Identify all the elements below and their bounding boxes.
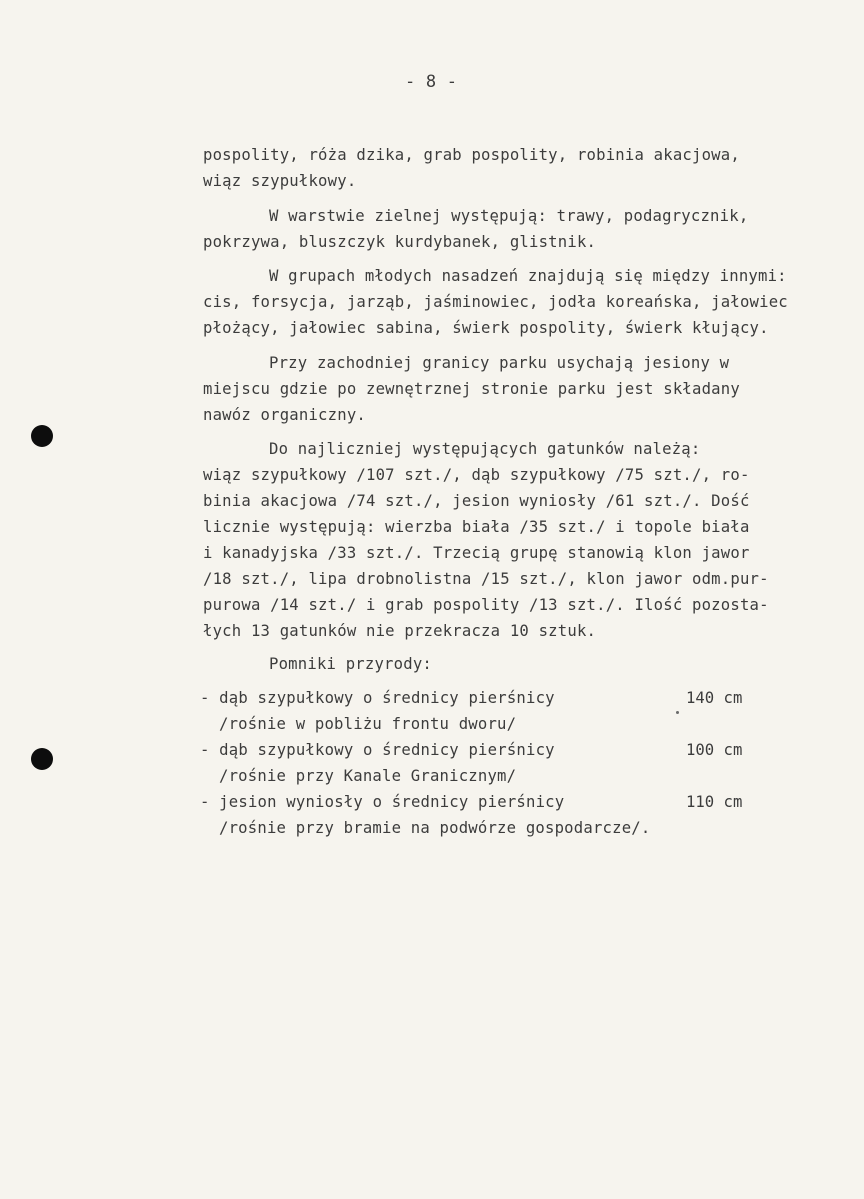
paragraph-5-line-7: purowa /14 szt./ i grab pospolity /13 szt./. Ilość pozosta- [203,596,769,614]
monument-1-diameter: 140 cm [686,689,743,707]
paragraph-5-line-5: i kanadyjska /33 szt./. Trzecią grupę stanowią klon jawor [203,544,750,562]
paragraph-1-line-2: wiąz szypułkowy. [203,172,357,190]
paragraph-5-line-8: łych 13 gatunków nie przekracza 10 sztuk. [203,622,597,640]
punch-hole-bottom [31,748,53,770]
paragraph-2-line-2: pokrzywa, bluszczyk kurdybanek, glistnik. [203,233,597,251]
paragraph-3-line-1: W grupach młodych nasadzeń znajdują się między innymi: [269,267,787,285]
paragraph-5-line-3: binia akacjowa /74 szt./, jesion wyniosły /61 szt./. Dość [203,492,750,510]
monument-3-diameter: 110 cm [686,793,743,811]
monument-3-location: /rośnie przy bramie na podwórze gospodarcze/. [219,819,651,837]
paragraph-3-line-3: płożący, jałowiec sabina, świerk pospolity, świerk kłujący. [203,319,769,337]
paragraph-3-line-2: cis, forsycja, jarząb, jaśminowiec, jodła koreańska, jałowiec [203,293,788,311]
paragraph-4-line-2: miejscu gdzie po zewnętrznej stronie parku jest składany [203,380,740,398]
monuments-heading: Pomniki przyrody: [269,655,432,673]
paragraph-2-line-1: W warstwie zielnej występują: trawy, podagrycznik, [269,207,749,225]
paragraph-5-line-4: licznie występują: wierzba biała /35 szt./ i topole biała [203,518,750,536]
paragraph-4-line-1: Przy zachodniej granicy parku usychają jesiony w [269,354,730,372]
monument-2-location: /rośnie przy Kanale Granicznym/ [219,767,517,785]
paragraph-4-line-3: nawóz organiczny. [203,406,366,424]
monument-2-description: - dąb szypułkowy o średnicy pierśnicy [200,741,555,759]
paragraph-1-line-1: pospolity, róża dzika, grab pospolity, robinia akacjowa, [203,146,740,164]
page-number: - 8 - [405,72,458,92]
paragraph-5-line-1: Do najliczniej występujących gatunków należą: [269,440,701,458]
stray-mark [676,711,679,714]
monument-1-description: - dąb szypułkowy o średnicy pierśnicy [200,689,555,707]
paragraph-5-line-2: wiąz szypułkowy /107 szt./, dąb szypułkowy /75 szt./, ro- [203,466,750,484]
punch-hole-top [31,425,53,447]
monument-2-diameter: 100 cm [686,741,743,759]
paragraph-5-line-6: /18 szt./, lipa drobnolistna /15 szt./, klon jawor odm.pur- [203,570,769,588]
monument-3-description: - jesion wyniosły o średnicy pierśnicy [200,793,565,811]
monument-1-location: /rośnie w pobliżu frontu dworu/ [219,715,517,733]
